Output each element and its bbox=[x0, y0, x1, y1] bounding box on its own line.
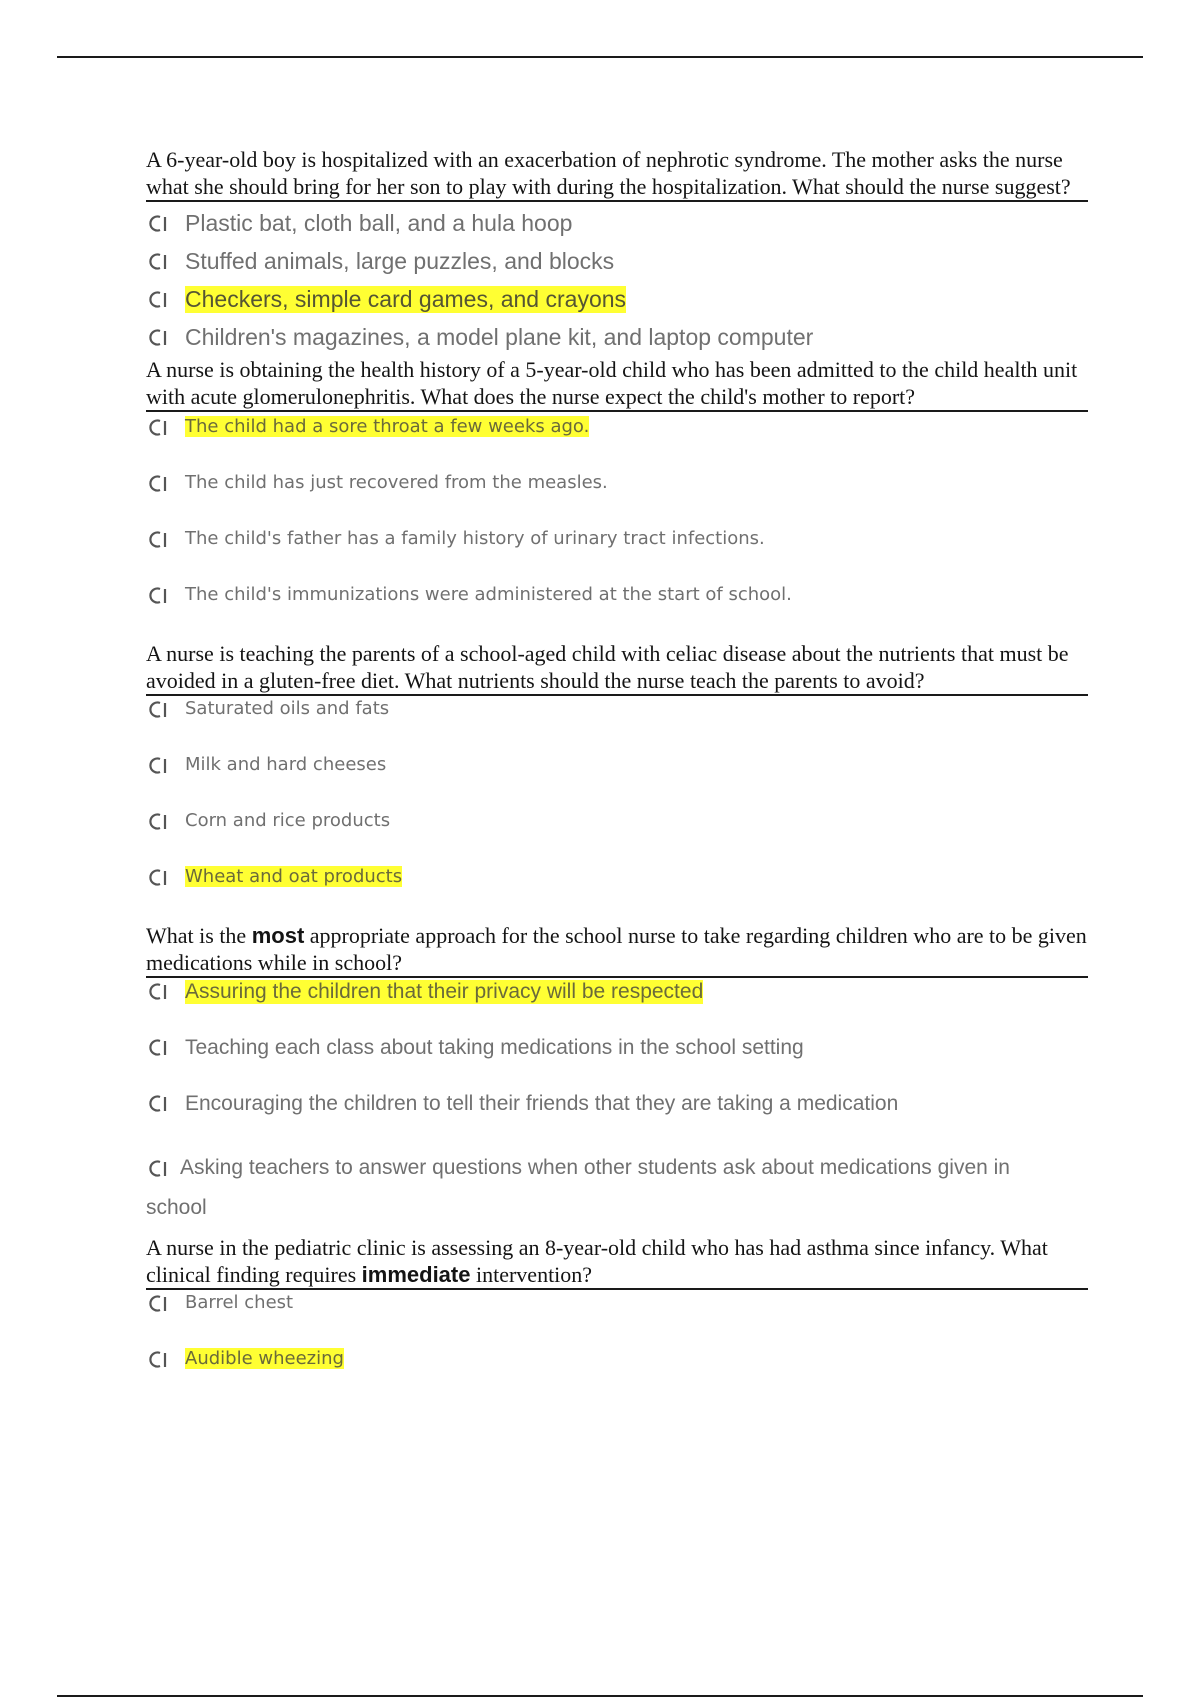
option-label: Milk and hard cheeses bbox=[185, 754, 387, 775]
radio-option-icon bbox=[146, 250, 168, 272]
radio-option-icon bbox=[146, 326, 168, 348]
option-label-highlighted: Checkers, simple card games, and crayons bbox=[185, 285, 627, 312]
option-label: Asking teachers to answer questions when other students ask about medications given in school bbox=[146, 1156, 1010, 1219]
question-stem: A nurse is teaching the parents of a school-aged child with celiac disease about the nutrients that must be avoided in a gluten-free diet. What nutrients should the nurse teach the parents to avoid? bbox=[146, 640, 1088, 696]
radio-option-icon bbox=[146, 810, 168, 832]
option-label-highlighted: Wheat and oat products bbox=[185, 866, 403, 887]
header-rule bbox=[57, 56, 1143, 58]
radio-option-icon bbox=[146, 288, 168, 310]
radio-option-icon bbox=[146, 584, 168, 606]
radio-option-icon bbox=[146, 866, 168, 888]
question-stem bbox=[146, 1234, 1088, 1290]
stem-emphasis: most bbox=[251, 923, 305, 948]
question-stem: A nurse is obtaining the health history of a 5-year-old child who has been admitted to the child health unit with acute glomerulonephritis. What does the nurse expect the child's mother to report? bbox=[146, 356, 1088, 412]
stem-text: A nurse in the pediatric clinic is assessing an 8-year-old child who has had asthma since infancy. What clinical finding requires bbox=[146, 1235, 1048, 1287]
radio-option-icon bbox=[146, 472, 168, 494]
option-label: Barrel chest bbox=[185, 1292, 294, 1313]
answer-option[interactable] bbox=[146, 1092, 1086, 1148]
answer-option[interactable] bbox=[146, 698, 1086, 754]
option-label-highlighted: Assuring the children that their privacy will be respected bbox=[185, 980, 704, 1003]
option-label-highlighted: The child had a sore throat a few weeks ago. bbox=[185, 416, 590, 437]
radio-option-icon bbox=[146, 1348, 168, 1370]
answer-option[interactable] bbox=[146, 528, 1086, 584]
radio-option-icon bbox=[146, 980, 168, 1002]
radio-option-icon bbox=[146, 1157, 168, 1179]
option-label: Corn and rice products bbox=[185, 810, 391, 831]
radio-option-icon bbox=[146, 698, 168, 720]
answer-option[interactable] bbox=[146, 1292, 1086, 1348]
answer-option[interactable] bbox=[146, 1348, 1086, 1404]
stem-emphasis: immediate bbox=[361, 1262, 471, 1287]
question-5 bbox=[146, 1234, 1086, 1404]
option-label: Children's magazines, a model plane kit, and laptop computer bbox=[185, 323, 814, 350]
question-stem: A 6-year-old boy is hospitalized with an exacerbation of nephrotic syndrome. The mother asks the nurse what she should bring for her son to play with during the hospitalization. What should the nurse suggest? bbox=[146, 146, 1088, 202]
answer-option[interactable] bbox=[146, 754, 1086, 810]
radio-option-icon bbox=[146, 212, 168, 234]
radio-option-icon bbox=[146, 528, 168, 550]
question-3 bbox=[146, 640, 1086, 922]
radio-option-icon bbox=[146, 416, 168, 438]
option-label: The child's immunizations were administered at the start of school. bbox=[185, 584, 792, 605]
answer-option[interactable] bbox=[146, 1036, 1086, 1092]
answer-option[interactable] bbox=[146, 810, 1086, 866]
answer-option[interactable] bbox=[146, 318, 1086, 356]
radio-option-icon bbox=[146, 1292, 168, 1314]
stem-text: appropriate approach for the school nurse to take regarding children who are to be given medications while in school? bbox=[146, 923, 1087, 975]
question-1 bbox=[146, 146, 1086, 356]
question-2 bbox=[146, 356, 1086, 640]
answer-option[interactable] bbox=[146, 980, 1086, 1036]
option-label-highlighted: Audible wheezing bbox=[185, 1348, 344, 1369]
answer-option[interactable] bbox=[146, 472, 1086, 528]
answer-option[interactable] bbox=[146, 280, 1086, 318]
radio-option-icon bbox=[146, 754, 168, 776]
quiz-content bbox=[146, 146, 1086, 1404]
answer-option[interactable] bbox=[146, 584, 1086, 640]
option-label: Stuffed animals, large puzzles, and blocks bbox=[185, 247, 615, 274]
answer-option[interactable] bbox=[146, 204, 1086, 242]
option-label: Teaching each class about taking medications in the school setting bbox=[185, 1036, 804, 1059]
stem-text: What is the bbox=[146, 923, 252, 948]
option-label: Encouraging the children to tell their friends that they are taking a medication bbox=[185, 1092, 899, 1115]
option-label: Saturated oils and fats bbox=[185, 698, 390, 719]
radio-option-icon bbox=[146, 1036, 168, 1058]
option-label: Plastic bat, cloth ball, and a hula hoop bbox=[185, 209, 573, 236]
answer-option[interactable] bbox=[146, 1148, 1076, 1228]
question-4 bbox=[146, 922, 1086, 1228]
option-label: The child's father has a family history of urinary tract infections. bbox=[185, 528, 765, 549]
answer-option[interactable] bbox=[146, 242, 1086, 280]
option-label: The child has just recovered from the measles. bbox=[185, 472, 608, 493]
radio-option-icon bbox=[146, 1092, 168, 1114]
answer-option[interactable] bbox=[146, 866, 1086, 922]
footer-rule bbox=[57, 1695, 1143, 1697]
stem-text: intervention? bbox=[470, 1262, 593, 1287]
answer-option[interactable] bbox=[146, 416, 1086, 472]
question-stem bbox=[146, 922, 1088, 978]
